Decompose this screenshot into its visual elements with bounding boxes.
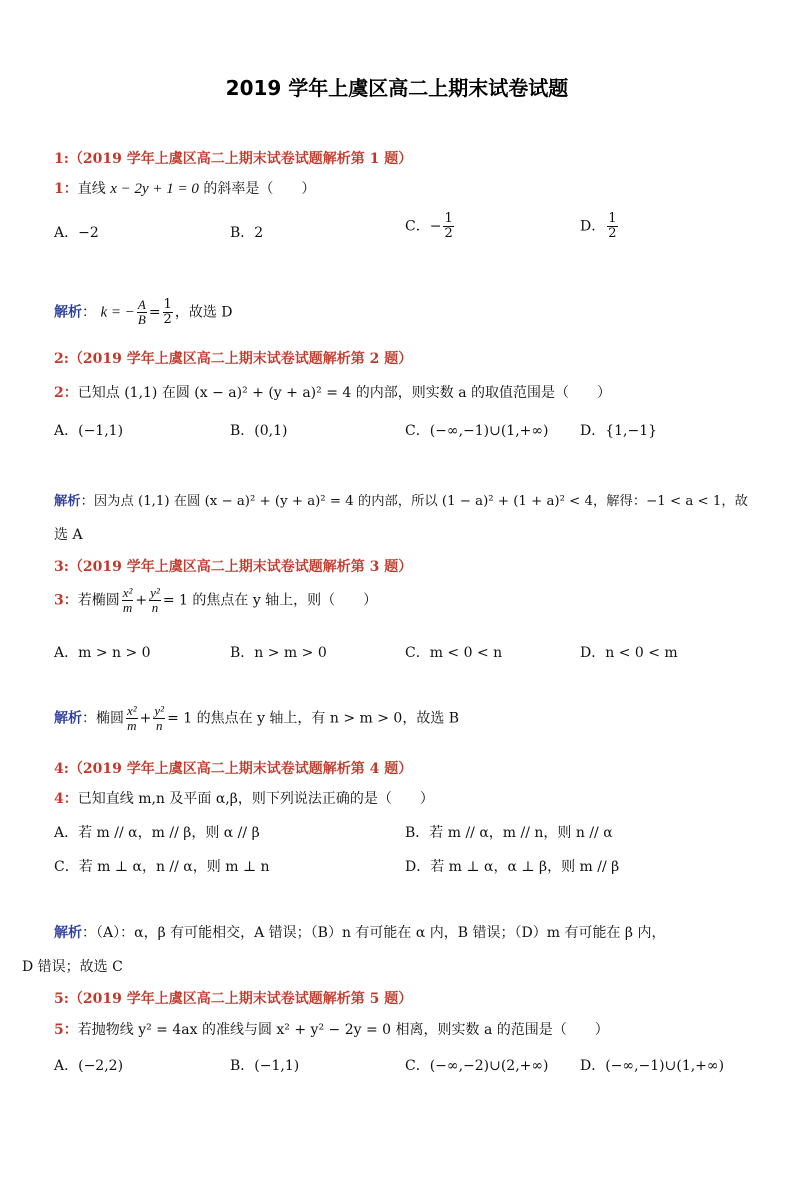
q1-solution-frac-ab: $\frac{A}{B}$ <box>137 297 146 327</box>
q1-option-a: A．−2 <box>54 225 99 241</box>
q2-option-d: D．{1,−1} <box>580 423 658 439</box>
q1-option-c-fraction: $\frac{1}{2}$ <box>444 211 453 241</box>
q2-option-c: C．(−∞,−1)∪(1,+∞) <box>405 423 549 439</box>
q1-solution-k: k = − <box>100 304 135 321</box>
q1-solution-end: ，故选 D <box>174 304 233 321</box>
q1-option-d <box>580 212 620 241</box>
q3-header: 3:（2019 学年上虞区高二上期末试卷试题解析第 3 题） <box>54 559 413 575</box>
q5-option-d: D．(−∞,−1)∪(1,+∞) <box>580 1058 725 1074</box>
q3-stem-a: 若椭圆 <box>77 592 120 609</box>
q4-solution-line1: ：（A）：α，β 有可能相交，A 错误；（B）n 有可能在 α 内，B 错误；（D）m 有可能在 β 内， <box>82 925 666 941</box>
q1-stem <box>54 178 315 198</box>
q1-stem-a: 直线 <box>77 181 106 197</box>
q3-solution-frac-y: $\frac{\text{y²}}{n}$ <box>154 703 165 733</box>
q1-solution-colon: ： <box>82 304 96 321</box>
q1-option-b: B．2 <box>230 225 264 241</box>
q5-option-b: B．(−1,1) <box>230 1058 300 1074</box>
q3-solution-plus: + <box>139 710 152 727</box>
q1-stem-b: 的斜率是（ ） <box>203 181 316 197</box>
q2-stem <box>54 382 611 402</box>
q1-solution-frac-half: $\frac{1}{2}$ <box>163 297 172 327</box>
q1-number: 1： <box>54 181 78 197</box>
q1-stem-math: x − 2y + 1 = 0 <box>110 181 199 197</box>
q5-stem-text: 若抛物线 y² = 4ax 的准线与圆 x² + y² − 2y = 0 相离，则实数 a 的范围是（ ） <box>77 1022 609 1038</box>
q2-solution-line1: ：因为点 (1,1) 在圆 (x − a)² + (y + a)² = 4 的内部，所以 (1 − a)² + (1 + a)² < 4，解得：−1 < a < 1，故 <box>80 494 748 509</box>
q1-option-d-fraction: $\frac{1}{2}$ <box>608 211 617 241</box>
q1-solution-label: 解析 <box>54 304 82 321</box>
q3-stem <box>54 586 377 615</box>
q3-stem-b: = 1 的焦点在 y 轴上，则（ ） <box>162 592 378 609</box>
q3-solution-a: ：椭圆 <box>82 710 124 727</box>
q1-option-c-label: C． <box>405 218 430 235</box>
q3-solution-label: 解析 <box>54 710 82 727</box>
q2-stem-text: 已知点 (1,1) 在圆 (x − a)² + (y + a)² = 4 的内部，则实数 a 的取值范围是（ ） <box>77 385 611 401</box>
q2-solution-label: 解析 <box>54 494 81 509</box>
q3-option-a: A．m > n > 0 <box>54 645 151 661</box>
q5-option-c: C．(−∞,−2)∪(2,+∞) <box>405 1058 549 1074</box>
q5-stem <box>54 1019 609 1039</box>
q3-solution <box>54 704 459 733</box>
q2-solution-line2: 选 A <box>54 527 83 543</box>
q5-number: 5： <box>54 1022 78 1038</box>
q2-option-b: B．(0,1) <box>230 423 288 439</box>
q3-number: 3： <box>54 592 78 609</box>
q5-header: 5:（2019 学年上虞区高二上期末试卷试题解析第 5 题） <box>54 991 413 1007</box>
q4-number: 4： <box>54 791 78 807</box>
q1-solution <box>54 298 233 327</box>
q1-option-c-sign: − <box>429 218 442 235</box>
q3-solution-b: = 1 的焦点在 y 轴上，有 n > m > 0，故选 B <box>167 710 460 727</box>
q4-option-c: C．若 m ⊥ α，n // α，则 m ⊥ n <box>54 859 270 875</box>
q2-solution <box>54 490 748 509</box>
q4-option-a: A．若 m // α，m // β，则 α // β <box>54 825 260 841</box>
q3-option-b: B．n > m > 0 <box>230 645 327 661</box>
q3-frac-y: $\frac{\text{y²}}{n}$ <box>150 585 160 615</box>
q4-option-b: B．若 m // α，m // n，则 n // α <box>405 825 613 841</box>
q4-solution-label: 解析 <box>54 925 82 941</box>
q4-option-d: D．若 m ⊥ α，α ⊥ β，则 m // β <box>405 859 620 875</box>
q5-option-a: A．(−2,2) <box>54 1058 124 1074</box>
q4-stem-text: 已知直线 m,n 及平面 α,β，则下列说法正确的是（ ） <box>77 791 434 807</box>
q4-solution-line2: D 错误；故选 C <box>22 959 123 975</box>
q4-stem <box>54 788 434 808</box>
q3-option-c: C．m < 0 < n <box>405 645 503 661</box>
page-title: 2019 学年上虞区高二上期末试卷试题 <box>225 76 569 100</box>
q2-header: 2:（2019 学年上虞区高二上期末试卷试题解析第 2 题） <box>54 351 413 367</box>
q2-number: 2： <box>54 385 78 401</box>
q3-option-d: D．n < 0 < m <box>580 645 678 661</box>
q4-solution <box>54 922 665 942</box>
q1-option-d-label: D． <box>580 218 606 235</box>
q3-frac-x: $\frac{\text{x²}}{m}$ <box>122 585 133 615</box>
q1-header: 1:（2019 学年上虞区高二上期末试卷试题解析第 1 题） <box>54 151 413 167</box>
q1-solution-eq: = <box>148 304 161 321</box>
q2-option-a: A．(−1,1) <box>54 423 124 439</box>
q3-solution-frac-x: $\frac{\text{x²}}{m}$ <box>127 703 137 733</box>
q1-option-c <box>405 212 456 241</box>
q3-plus: + <box>135 592 148 609</box>
q4-header: 4:（2019 学年上虞区高二上期末试卷试题解析第 4 题） <box>54 761 413 777</box>
